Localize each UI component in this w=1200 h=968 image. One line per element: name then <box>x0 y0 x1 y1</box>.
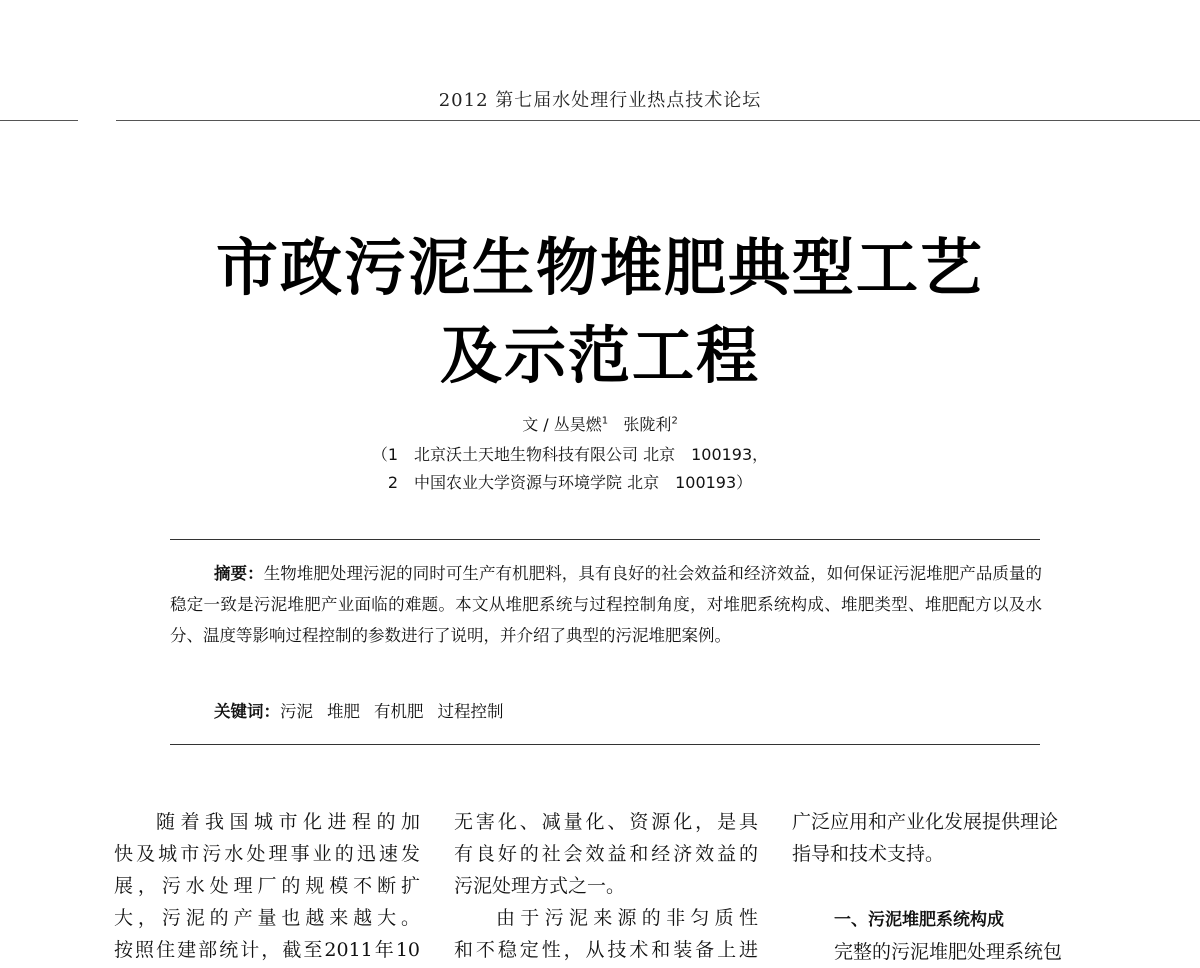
body-line: 有良好的社会效益和经济效益的 <box>454 843 758 865</box>
keyword: 过程控制 <box>437 702 504 721</box>
page-title-line-2: 及示范工程 <box>439 319 760 392</box>
body-line: 指导和技术支持。 <box>792 843 945 865</box>
body-column-2 <box>454 806 758 966</box>
abstract-text: 生物堆肥处理污泥的同时可生产有机肥料，具有良好的社会效益和经济效益，如何保证污泥堆肥产品质量的稳定一致是污泥堆肥产业面临的难题。本文从堆肥系统与过程控制角度，对堆肥系统构成、堆肥类型、堆肥配方以及水分、温度等影响过程控制的参数进行了说明，并介绍了典型的污泥堆肥案例。 <box>170 564 1043 645</box>
abstract-label: 摘要： <box>214 564 264 583</box>
keyword: 有机肥 <box>374 702 424 721</box>
abstract-bottom-rule <box>170 744 1040 745</box>
body-line: 完整的污泥堆肥处理系统包 <box>834 941 1063 963</box>
running-header: 2012 第七届水处理行业热点技术论坛 <box>438 90 762 111</box>
body-line: 大，污泥的产量也越来越大。 <box>114 907 420 929</box>
body-line: 和不稳定性，从技术和装备上进 <box>454 939 758 961</box>
body-column-1 <box>114 806 420 966</box>
keywords-label: 关键词： <box>214 702 280 721</box>
abstract-top-rule <box>170 539 1040 540</box>
header-rule-gap <box>78 119 116 122</box>
abstract <box>170 558 1042 651</box>
section-heading: 一、污泥堆肥系统构成 <box>834 910 1004 930</box>
header-rule <box>0 120 1200 121</box>
keyword: 污泥 <box>280 702 313 721</box>
affiliation-1: （1 北京沃土天地生物科技有限公司 北京 100193， <box>371 445 769 464</box>
body-line: 随着我国城市化进程的加 <box>156 811 420 833</box>
keywords <box>214 698 518 722</box>
byline-prefix: 文 / <box>522 415 554 434</box>
body-line: 按照住建部统计，截至2011年10 <box>114 939 420 961</box>
body-line: 由于污泥来源的非匀质性 <box>496 907 758 929</box>
keyword: 堆肥 <box>327 702 360 721</box>
body-line: 污泥处理方式之一。 <box>454 875 626 897</box>
body-column-3 <box>792 806 1096 968</box>
body-line: 快及城市污水处理事业的迅速发 <box>114 843 420 865</box>
author-2-affil-mark: 2 <box>671 415 678 427</box>
body-line: 广泛应用和产业化发展提供理论 <box>792 811 1059 833</box>
body-line: 展，污水处理厂的规模不断扩 <box>114 875 420 897</box>
author-1-affil-mark: 1 <box>601 415 609 427</box>
author-2: 张陇利 <box>623 415 672 434</box>
page-title-line-1: 市政污泥生物堆肥典型工艺 <box>215 231 984 304</box>
body-line: 无害化、减量化、资源化，是具 <box>454 811 758 833</box>
affiliation-2: 2 中国农业大学资源与环境学院 北京 100193） <box>387 473 753 492</box>
byline <box>0 412 1200 435</box>
author-1: 丛昊燃 <box>553 415 602 434</box>
